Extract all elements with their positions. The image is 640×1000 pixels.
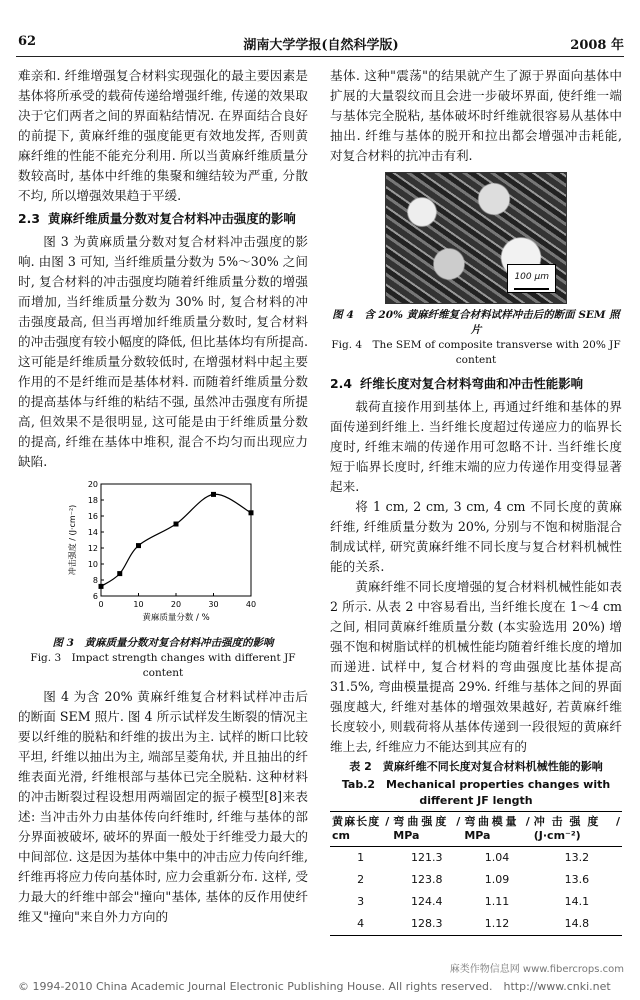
table-cell: 1.12 bbox=[462, 913, 531, 936]
y-tick-label: 14 bbox=[87, 528, 98, 537]
paragraph: 难亲和. 纤维增强复合材料实现强化的最主要因素是基体将所承受的载荷传递给增强纤维, 传递的效果取决于它们两者之间的界面粘结情况. 在界面结合良好的前提下, 黄麻纤维的强度能更有效地发挥, 否则黄麻纤维的性能不能充分利用. 所以当黄麻纤维质量分数较高时, 基体中纤维的集聚和缠结较为严重, 分散不均, 所以增强效果趋于平缓. bbox=[18, 68, 308, 203]
table-cell: 2 bbox=[357, 873, 365, 886]
copyright-line: © 1994-2010 China Academic Journal Electronic Publishing House. All rights reserved. http://www.cnki.net bbox=[18, 980, 611, 993]
table-row bbox=[330, 869, 622, 891]
table-header-cell: 冲击强度 / (J·cm⁻²) bbox=[532, 812, 622, 847]
data-point bbox=[249, 510, 254, 515]
table-caption-line: different JF length bbox=[419, 794, 533, 807]
table-cell: 128.3 bbox=[391, 913, 462, 936]
table-cell: 124.4 bbox=[411, 895, 443, 908]
figure-4-caption-cn: 图 4 含 20% 黄麻纤维复合材料试样冲击后的断面 SEM 照片 bbox=[332, 309, 620, 336]
x-tick-label: 0 bbox=[98, 600, 104, 609]
plot-frame bbox=[101, 484, 251, 596]
figure-3-caption-cn: 图 3 黄麻质量分数对复合材料冲击强度的影响 bbox=[52, 637, 274, 649]
table-header-cell: 弯曲强度 / MPa bbox=[391, 812, 462, 847]
table-cell: 1.09 bbox=[484, 873, 510, 886]
section-number: 2.3 bbox=[18, 211, 40, 226]
x-tick-label: 40 bbox=[245, 600, 257, 609]
data-point bbox=[136, 543, 141, 548]
right-column bbox=[330, 66, 622, 936]
figure-3-caption-en: Fig. 3 Impact strength changes with different JF content bbox=[30, 652, 296, 679]
scale-bar-label: 100 μm bbox=[514, 272, 549, 282]
paragraph: 图 4 为含 20% 黄麻纤维复合材料试样冲击后的断面 SEM 照片. 图 4 所示试样发生断裂的情况主要以纤维的脱粘和纤维的拔出为主. 试样的断口比较平坦, 纤维以抽出为主, 端部呈菱角状, 并且抽出的纤维表面光滑, 纤维根部与基体已完全脱粘. 这种材料的冲击断裂过程设想用两端固定的振子模型[8]来表述: 当冲击外力由基体传向纤维时, 纤维与基体的部分界面被破坏, 破坏的界面一般处于纤维受力最大的中间部位. 这是因为基体中集中的冲击应力传向纤维, 纤维再将应力传向基体时, 应力会重新分布. 这样, 受力最大的纤维中部会"撞向"基体, 基体的反作用使纤维又"撞向"来自外力方向的 bbox=[18, 689, 308, 924]
paragraph: 将 1 cm, 2 cm, 3 cm, 4 cm 不同长度的黄麻纤维, 纤维质量分数为 20%, 分别与不饱和树脂混合制成试样, 研究黄麻纤维不同长度与复合材料机械性能的关系. bbox=[330, 499, 622, 574]
data-point bbox=[99, 584, 104, 589]
section-number: 2.4 bbox=[330, 376, 352, 391]
table-cell: 123.8 bbox=[411, 873, 443, 886]
x-tick-label: 10 bbox=[133, 600, 144, 609]
data-point bbox=[211, 492, 216, 497]
table-header-cell: 弯曲模量 / MPa bbox=[462, 812, 531, 847]
paragraph: 基体. 这种"震荡"的结果就产生了源于界面向基体中扩展的大量裂纹而且会进一步破坏界面, 使纤维一端与基体完全脱粘, 基体破坏时纤维就很容易从基体中抽出. 纤维与基体的脱开和拉出都会增强冲击耗能, 对复合材料的抗冲击有利. bbox=[330, 68, 622, 163]
page-number: 62 bbox=[18, 34, 37, 49]
table-2 bbox=[330, 811, 622, 936]
scale-bar bbox=[507, 264, 556, 293]
paragraph: 图 3 为黄麻质量分数对复合材料冲击强度的影响. 由图 3 可知, 当纤维质量分数为 5%～30% 之间时, 复合材料的冲击强度均随着纤维质量分数的增强而增加, 当纤维质量分数为 30% 时, 复合材料的冲击强度最高, 但当再增加纤维质量分数时, 复合材料的冲击强度有较小幅度的降低, 但比基体均有所提高. 这可能是纤维质量分数较低时, 在增强材料中起主要作用的不是纤维而是基体材料. 而随着纤维质量分数的提高基体与纤维的粘结不强, 虽然冲击强度有所提高, 但效果不是很明显, 这可能是由于纤维质量分数的提高, 纤维在基体中堆积, 混合不均匀而出现应力缺陷. bbox=[18, 234, 308, 469]
paragraph: 载荷直接作用到基体上, 再通过纤维和基体的界面传递到纤维上. 当纤维长度超过传递应力的临界长度时, 纤维末端的传递作用可忽略不计. 当纤维长度短于临界长度时, 纤维末端的应力传递作用变得显著起来. bbox=[330, 399, 622, 494]
table-cell: 14.1 bbox=[564, 895, 590, 908]
section-title: 黄麻纤维质量分数对复合材料冲击强度的影响 bbox=[47, 211, 296, 226]
table-cell: 3 bbox=[357, 895, 365, 908]
table-cell: 4 bbox=[330, 913, 391, 936]
table-caption-line: Tab.2 Mechanical properties changes with bbox=[341, 778, 611, 791]
journal-year: 2008 年 bbox=[570, 38, 624, 53]
series-line bbox=[101, 494, 251, 586]
x-axis-label: 黄麻质量分数 / % bbox=[142, 613, 210, 623]
table-cell: 121.3 bbox=[411, 851, 443, 864]
data-point bbox=[117, 571, 122, 576]
x-tick-label: 30 bbox=[208, 600, 219, 609]
y-tick-label: 12 bbox=[87, 544, 98, 553]
y-tick-label: 18 bbox=[87, 496, 98, 505]
table-cell: 13.2 bbox=[564, 851, 590, 864]
left-column bbox=[18, 66, 308, 927]
table-row bbox=[330, 847, 622, 870]
y-tick-label: 10 bbox=[87, 560, 98, 569]
table-row bbox=[330, 913, 622, 936]
sem-micrograph bbox=[385, 172, 567, 304]
paragraph: 黄麻纤维不同长度增强的复合材料机械性能如表 2 所示. 从表 2 中容易看出, 当纤维长度在 1～4 cm 之间, 相同黄麻纤维质量分数 (本实验选用 20%) 增强不饱和树脂试样的机械性能均随着纤维长度的增加而递进. 试样中, 复合材料的弯曲强度比基体提高 31.5%, 弯曲模量提高 29%. 纤维与基体之间的界面强度越大, 纤维对基体的增强效果越好, 若黄麻纤维长度较小, 则载荷将从基体传递到一段很短的黄麻纤维上去, 纤维应力不能达到其应有的 bbox=[330, 579, 622, 754]
figure-4-caption-en: Fig. 4 The SEM of composite transverse with 20% JF content bbox=[331, 339, 621, 366]
y-tick-label: 6 bbox=[92, 592, 98, 601]
y-tick-label: 20 bbox=[87, 480, 98, 489]
table-cell: 1 bbox=[357, 851, 365, 864]
y-tick-label: 16 bbox=[87, 512, 98, 521]
table-cell: 14.8 bbox=[532, 913, 622, 936]
table-2-caption-cn: 表 2 黄麻纤维不同长度对复合材料机械性能的影响 bbox=[349, 760, 603, 773]
impact-strength-chart bbox=[63, 478, 263, 628]
section-heading-2-4 bbox=[330, 374, 622, 394]
table-row bbox=[330, 891, 622, 913]
section-title: 纤维长度对复合材料弯曲和冲击性能影响 bbox=[359, 376, 583, 391]
section-heading-2-3 bbox=[18, 209, 308, 229]
y-axis-label: 冲击强度 / (J·cm⁻²) bbox=[68, 504, 77, 576]
table-header-cell: 黄麻长度 / cm bbox=[330, 812, 391, 847]
table-cell: 13.6 bbox=[564, 873, 590, 886]
table-cell: 1.11 bbox=[484, 895, 510, 908]
watermark: 麻类作物信息网 www.fibercrops.com bbox=[449, 964, 624, 975]
y-tick-label: 8 bbox=[92, 576, 98, 585]
header-rule bbox=[16, 56, 624, 57]
journal-title: 湖南大学学报(自然科学版) bbox=[243, 38, 399, 53]
data-point bbox=[174, 522, 179, 527]
table-cell: 1.04 bbox=[484, 851, 510, 864]
figure-3 bbox=[18, 478, 308, 634]
x-tick-label: 20 bbox=[170, 600, 182, 609]
table-2-caption-en bbox=[330, 777, 622, 809]
page-footer bbox=[18, 964, 624, 994]
page-header bbox=[18, 34, 624, 52]
